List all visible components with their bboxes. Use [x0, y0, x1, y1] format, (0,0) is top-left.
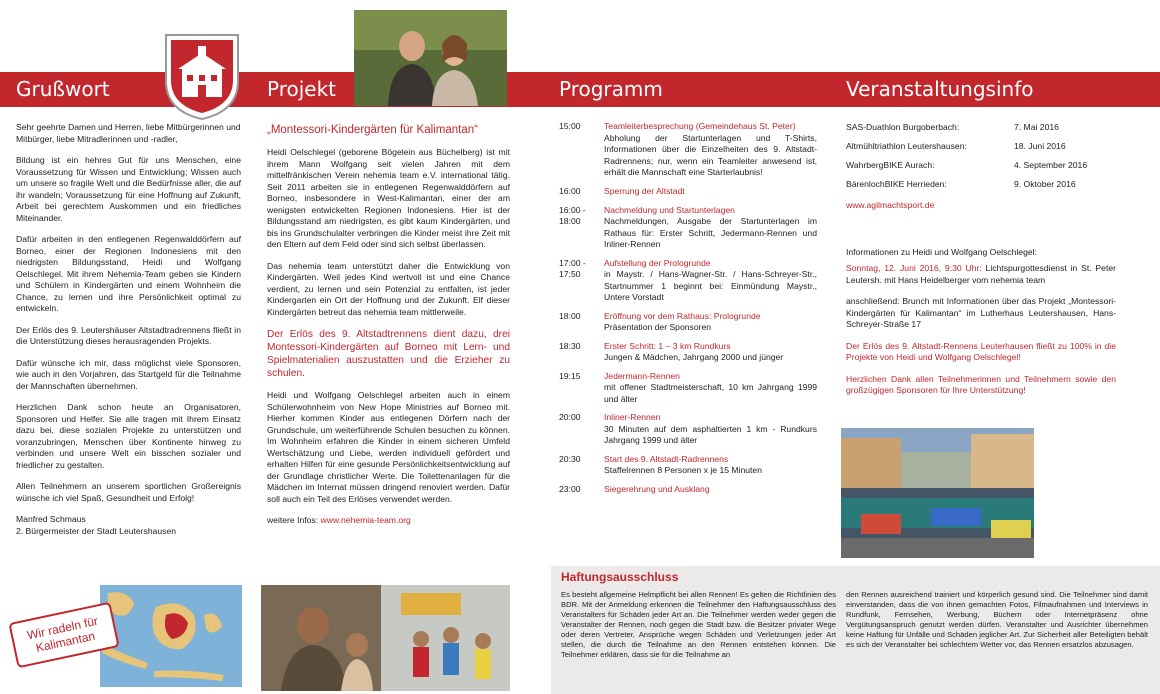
programm-time: 17:00 - 17:50: [559, 257, 586, 279]
programm-row: [559, 258, 817, 304]
header-veranstaltungsinfo: Veranstaltungsinfo: [846, 77, 1034, 101]
info-intro: Informationen zu Heidi und Wolfgang Oelschlegel:: [846, 246, 1037, 257]
town-crest-icon: [164, 33, 240, 121]
programm-title: Nachmeldung und Startunterlagen: [604, 204, 735, 215]
event-date: 9. Oktober 2016: [1014, 179, 1076, 189]
programm-time: 19:15: [559, 370, 581, 381]
event-date: 18. Juni 2016: [1014, 141, 1066, 151]
event-name: SAS-Duathlon Burgoberbach:: [846, 122, 960, 132]
stamp-badge: Wir radeln für Kalimantan: [8, 602, 119, 669]
event-name: WahrbergBIKE Aurach:: [846, 160, 935, 170]
programm-desc: Abholung der Startunterlagen und T-Shirts, Informationen über die Einzelheiten des 9. Altstadt-Radrennens; nur, wenn ein Teamleiter anwesend ist, erhält die Mannschaft eine Starterlaubnis!: [604, 132, 817, 177]
grusswort-paragraph: Der Erlös des 9. Leutershäuser Altstadtradrennens fließt in die Unterstützung dieses herausragenden Projekts.: [16, 324, 241, 346]
event-row: [846, 160, 1116, 179]
signature-title: 2. Bürgermeister der Stadt Leutershausen: [16, 525, 177, 536]
programm-row: [559, 205, 817, 251]
service-date: Sonntag, 12. Juni 2016, 9:30 Uhr:: [846, 263, 982, 273]
event-row: [846, 122, 1116, 141]
haftung-text-right: den Rennen ausreichend trainiert und körperlich gesund sind. Die Teilnehmer sind damit einverstanden, dass die von ihnen gemachten Fotos, Filmaufnahmen und Interviews in Rundfunk, Fernsehen, Werbung, Büchern oder Internetpräsenz ohne Vergütungsanspruch genutzt werden dürfen. Veranstalter und Ausrichter übernehmen keine Haftung für Unfälle und Schäden jeglicher Art. Zur Sicherheit aller Beteiligten behält es sich der Veranstalter bei schlechtem Wetter vor, das Rennen ersatzlos abzusagen.: [846, 590, 1148, 649]
programm-time: 23:00: [559, 483, 581, 494]
info-highlight: Der Erlös des 9. Altstadt-Rennens Leuterhausen fließt zu 100% in die Projekte von Heidi und Wolfgang Oelschlegel!: [846, 340, 1116, 362]
programm-time: 18:30: [559, 340, 581, 351]
haftung-text-left: Es besteht allgemeine Helmpflicht bei allen Rennen! Es gelten die Richtlinien des BDR. Mit der Anmeldung erkennen die Teilnehmer den Haftungsausschluss des Veranstalters für Schäden jeder Art an. Die Teilnehmer werden weder gegen die Veranstalter der Rennen, noch gegen die Stadt bzw. die Besitzer privater Wege oder deren Vertreter, Ansprüche wegen Schäden und Verletzungen jeder Art stellen, die durch die Teilnahme an den Rennen entstehen können. Die Teilnehmer erklären, dass sie für die Teilnahme an: [561, 590, 836, 659]
programm-row: [559, 454, 817, 477]
borneo-map: [100, 585, 242, 687]
programm-time: 20:00: [559, 412, 581, 422]
programm-time: 15:00: [559, 121, 581, 131]
grusswort-paragraph: Herzlichen Dank schon heute an Organisatoren, Sponsoren und Helfer. Sie alle tragen mit Ihrem Einsatz dazu bei, diese sozialen Projekte zu unterstützen und voranzubringen, Menschen über Kontinente hinweg zu verbinden und unsere Welt ein bisschen sozialer und friedlicher zu gestalten.: [16, 402, 241, 470]
programm-title: Erster Schritt: 1 – 3 km Rundkurs: [604, 340, 731, 351]
programm-desc: Jungen & Mädchen, Jahrgang 2000 und jünger: [604, 352, 784, 362]
programm-row: [559, 371, 817, 406]
programm-row: [559, 186, 817, 198]
grusswort-paragraph: Bildung ist ein hehres Gut für uns Menschen, eine Voraussetzung für Wissen und Entwicklung; Wissen auch um unsere so fragile Welt und die Bedürfnisse aller, die auf ihr wandeln; Voraussetzung für eine Hoffnung auf Zukunft, Arbeit bei gerechtem Auskommen und ein friedliches Miteinander.: [16, 155, 241, 223]
programm-title: Sperrung der Altstadt: [604, 185, 685, 196]
event-name: Altmühltriathlon Leutershausen:: [846, 141, 967, 151]
signature-name: Manfred Schmaus: [16, 514, 86, 524]
race-crowd-photo: [841, 428, 1034, 558]
programm-row: [559, 121, 817, 179]
grusswort-paragraph: Dafür wünsche ich mir, dass möglichst viele Sponsoren, wie auch in den Vorjahren, das Startgeld für die Teilnahme der Mannschaften übernehmen.: [16, 357, 241, 391]
programm-desc: in Maystr. / Hans-Wagner-Str. / Hans-Schreyer-Str., Startnummer 1 beginnt bei: Einmündung Maystr., Untere Vorstadt: [604, 269, 817, 302]
header-grusswort: Grußwort: [16, 77, 110, 101]
couple-photo: [354, 10, 507, 106]
projekt-title: „Montessori-Kindergärten für Kalimantan“: [267, 124, 478, 136]
programm-row: [559, 311, 817, 334]
programm-title: Eröffnung vor dem Rathaus: Prologrunde: [604, 310, 761, 321]
header-projekt: Projekt: [267, 77, 337, 101]
programm-desc: Staffelrennen 8 Personen x je 15 Minuten: [604, 465, 762, 475]
programm-title: Jedermann-Rennen: [604, 370, 680, 381]
haftung-title: Haftungsausschluss: [561, 570, 679, 584]
programm-time: 18:00: [559, 310, 581, 321]
programm-desc: Präsentation der Sponsoren: [604, 322, 712, 332]
programm-time: 16:00: [559, 185, 581, 196]
event-row: [846, 179, 1116, 198]
brunch-text: anschließend: Brunch mit Informationen über das Projekt „Montessori-Kindergärten für Kalimantan“ im Lutherhaus Leutershausen, Hans-Schreyer-Straße 17: [846, 296, 1116, 329]
children-photo: [261, 585, 510, 691]
service-text: Lichtspurgottesdienst in St. Peter Leutersh. mit Hans Heidelberger vom nehemia team: [846, 263, 1116, 285]
event-date: 4. September 2016: [1014, 160, 1088, 170]
grusswort-paragraph: Allen Teilnehmern an unserem sportlichen Großereignis wünsche ich viel Spaß, Gesundheit und Erfolg!: [16, 481, 241, 503]
event-name: BärenlochBIKE Herrieden:: [846, 179, 947, 189]
header-programm: Programm: [559, 77, 663, 101]
programm-row: [559, 484, 817, 496]
projekt-highlight: Der Erlös des 9. Altstadtrennens dient dazu, drei Montessori-Kindergärten auf Borneo mit Lern- und Spielmaterialien auszustatten und die Erzieher zu schulen.: [267, 329, 510, 379]
programm-time: 16:00 - 18:00: [559, 204, 586, 226]
programm-desc: mit offener Stadtmeisterschaft, 10 km Jahrgang 1999 und älter: [604, 382, 817, 404]
grusswort-paragraph: Sehr geehrte Damen und Herren, liebe Mitbürgerinnen und Mitbürger, liebe Mitradlerinnen und -radler,: [16, 122, 241, 144]
event-date: 7. Mai 2016: [1014, 122, 1059, 132]
projekt-paragraph: Das nehemia team unterstützt daher die Entwicklung von Kindergärten. Weil jedes Kind wertvoll ist und eine Chance verdient, zu lernen und sein Potenzial zu entfalten, ist jeder Kindergarten ein Ort der Hoffnung und der Zukunft. Elf dieser Kindergärten betreut das nehemia team mittlerweile.: [267, 260, 510, 317]
programm-title: Siegerehrung und Ausklang: [604, 483, 710, 494]
more-info-label: weitere Infos:: [267, 515, 319, 525]
programm-title: Aufstellung der Prologrunde: [604, 257, 711, 268]
programm-title: Start des 9. Altstadt-Radrennens: [604, 453, 729, 464]
nehemia-link[interactable]: www.nehemia-team.org: [320, 515, 411, 525]
agilmachtsport-link[interactable]: www.agilmachtsport.de: [846, 200, 935, 210]
event-row: [846, 141, 1116, 160]
programm-desc: Nachmeldungen, Ausgabe der Startunterlagen im Rathaus für: Erster Schritt, Jedermann-Rennen und Inliner-Rennen: [604, 216, 817, 249]
programm-row: [559, 341, 817, 364]
thanks-text: Herzlichen Dank allen Teilnehmerinnen und Teilnehmern sowie den großzügigen Sponsoren für Ihre Unterstützung!: [846, 373, 1116, 395]
programm-desc: 30 Minuten auf dem asphaltierten 1 km - Rundkurs Jahrgang 1999 und älter: [604, 423, 817, 445]
programm-title: Teamleiterbesprechung (Gemeindehaus St. Peter): [604, 121, 796, 131]
projekt-paragraph: Heidi und Wolfgang Oelschlegel arbeiten auch in einem Schülerwohnheim von New Hope Ministries auf Borneo mit. Hierher kommen Kinder aus entlegenen Dörfern nach der Grundschule, um weiterführende Schulen besuchen zu können. Im Wohnheim erfahren die Kinder in einem sicheren Umfeld Wertschätzung und Liebe, werden individuell gefördert und erhalten Hilfen für eine gesunde Persönlichkeitsentwicklung auf der Grundlage christlicher Werte. Die Toilettenanlagen für die Mädchen im Internat müssen dringend renoviert werden. Dafür soll auch ein Teil des Erlöses verwendet werden.: [267, 390, 510, 504]
haftung-box: [551, 566, 1160, 694]
programm-row: [559, 412, 817, 447]
programm-time: 20:30: [559, 453, 581, 464]
projekt-paragraph: Heidi Oelschlegel (geborene Bögelein aus Büchelberg) ist mit ihrem Mann Wolfgang seit vielen Jahren mit dem mittelfränkischen Verein nehemia team e.V. international tätig. Seit 2011 arbeiten sie in entlegenen Regenwalddörfern auf Borneo, insbesondere in West-Kalimantan, einer der am wenigsten entwickelten Regionen Indonesiens. Hier ist der Bildungsstand am niedrigsten, es gibt kaum Kindergärten, und bis ins Grundschulalter verbringen die Kinder meist ihre Zeit mit den Eltern auf dem Feld oder sind sich selbst überlassen.: [267, 147, 510, 249]
programm-title: Inliner-Rennen: [604, 412, 661, 422]
grusswort-paragraph: Dafür arbeiten in den entlegenen Regenwalddörfern auf Borneo, einer der Regionen Indonesiens mit den niedrigsten Bildungsstand, Heidi und Wolfgang Oelschlegel. Mit ihrem Nehemia-Team geben sie Kindern und Schülern in Kindergärten und einem Wohnheim die Chance, zu lernen und ihre Persönlichkeit optimal zu entwickeln.: [16, 234, 241, 313]
